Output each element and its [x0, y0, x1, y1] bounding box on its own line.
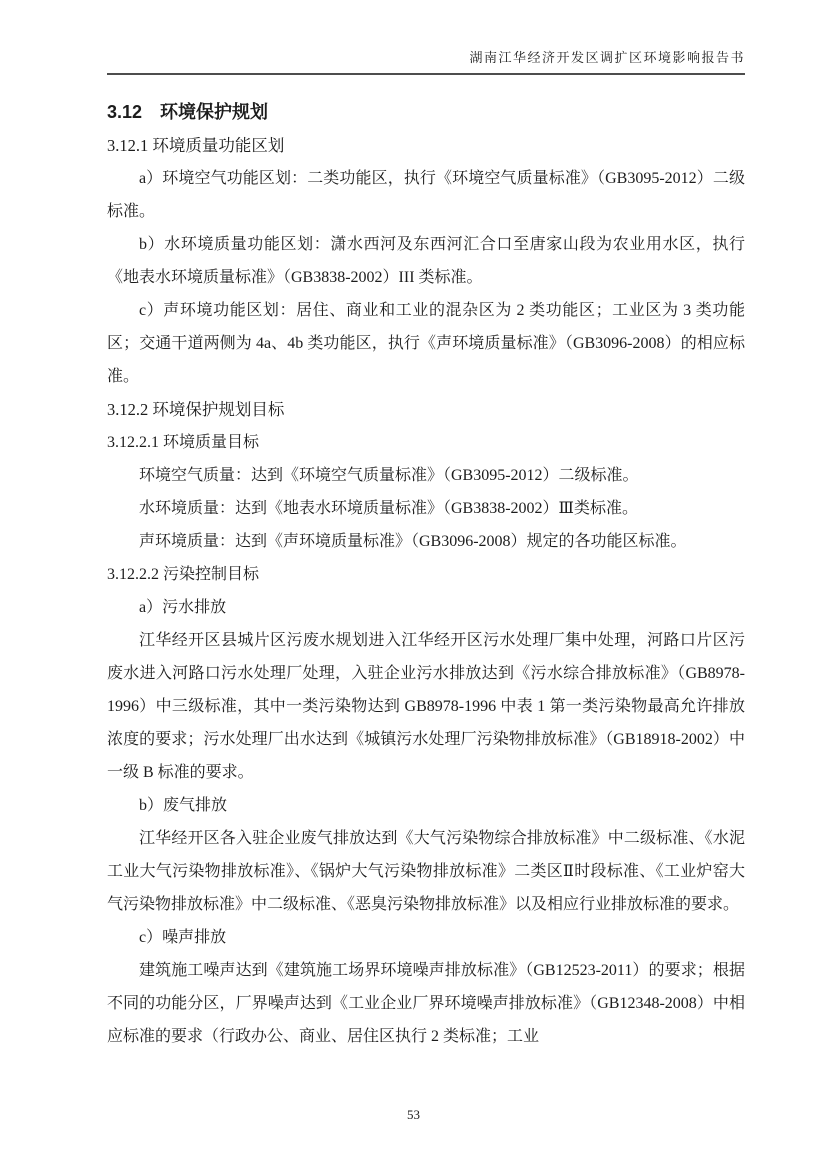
subsection-heading-3-12-2-1: 3.12.2.1 环境质量目标 — [107, 434, 260, 451]
paragraph-air-quality-target: 环境空气质量：达到《环境空气质量标准》（GB3095-2012）二级标准。 — [139, 467, 639, 484]
paragraph-water-quality-target: 水环境质量：达到《地表水环境质量标准》（GB3838-2002）Ⅲ类标准。 — [139, 500, 638, 517]
label-noise-discharge: c）噪声排放 — [139, 929, 227, 946]
subsection-heading-3-12-1: 3.12.1 环境质量功能区划 — [107, 136, 285, 155]
paragraph-water-function-zone: b）水环境质量功能区划：潇水西河及东西河汇合口至唐家山段为农业用水区，执行《地表水环境质量标准》（GB3838-2002）III 类标准。 — [107, 236, 745, 286]
page-header — [107, 0, 745, 75]
header-rule — [107, 73, 745, 75]
subsection-heading-3-12-2-2: 3.12.2.2 污染控制目标 — [107, 566, 260, 583]
paragraph-noise-discharge: 建筑施工噪声达到《建筑施工场界环境噪声排放标准》（GB12523-2011）的要求；根据不同的功能分区，厂界噪声达到《工业企业厂界环境噪声排放标准》（GB12348-2008）中相应标准的要求（行政办公、商业、居住区执行 2 类标准；工业 — [107, 962, 745, 1045]
document-body — [107, 96, 745, 1053]
paragraph-noise-function-zone: c）声环境功能区划：居住、商业和工业的混杂区为 2 类功能区；工业区为 3 类功能区；交通干道两侧为 4a、4b 类功能区，执行《声环境质量标准》（GB3096-2008）的相应标准。 — [107, 302, 745, 385]
subsection-heading-3-12-2: 3.12.2 环境保护规划目标 — [107, 400, 285, 419]
paragraph-air-function-zone: a）环境空气功能区划：二类功能区，执行《环境空气质量标准》（GB3095-2012）二级标准。 — [107, 170, 745, 220]
label-exhaust-gas-discharge: b）废气排放 — [139, 797, 228, 814]
paragraph-exhaust-gas-discharge: 江华经开区各入驻企业废气排放达到《大气污染物综合排放标准》中二级标准、《水泥工业大气污染物排放标准》、《锅炉大气污染物排放标准》二类区Ⅱ时段标准、《工业炉窑大气污染物排放标准》中二级标准、《恶臭污染物排放标准》以及相应行业排放标准的要求。 — [107, 830, 745, 913]
label-wastewater-discharge: a）污水排放 — [139, 599, 227, 616]
paragraph-wastewater-discharge: 江华经开区县城片区污废水规划进入江华经开区污水处理厂集中处理，河路口片区污废水进入河路口污水处理厂处理，入驻企业污水排放达到《污水综合排放标准》（GB8978-1996）中三级标准，其中一类污染物达到 GB8978-1996 中表 1 第一类污染物最高允许排放浓度的要求；污水处理厂出水达到《城镇污水处理厂污染物排放标准》（GB18918-2002）中一级 B 标准的要求。 — [107, 632, 745, 781]
paragraph-noise-quality-target: 声环境质量：达到《声环境质量标准》（GB3096-2008）规定的各功能区标准。 — [139, 533, 687, 550]
page-footer — [0, 1107, 827, 1123]
running-header-title: 湖南江华经济开发区调扩区环境影响报告书 — [469, 50, 745, 65]
page-number: 53 — [407, 1107, 420, 1122]
section-heading-3-12: 3.12 环境保护规划 — [107, 102, 269, 122]
